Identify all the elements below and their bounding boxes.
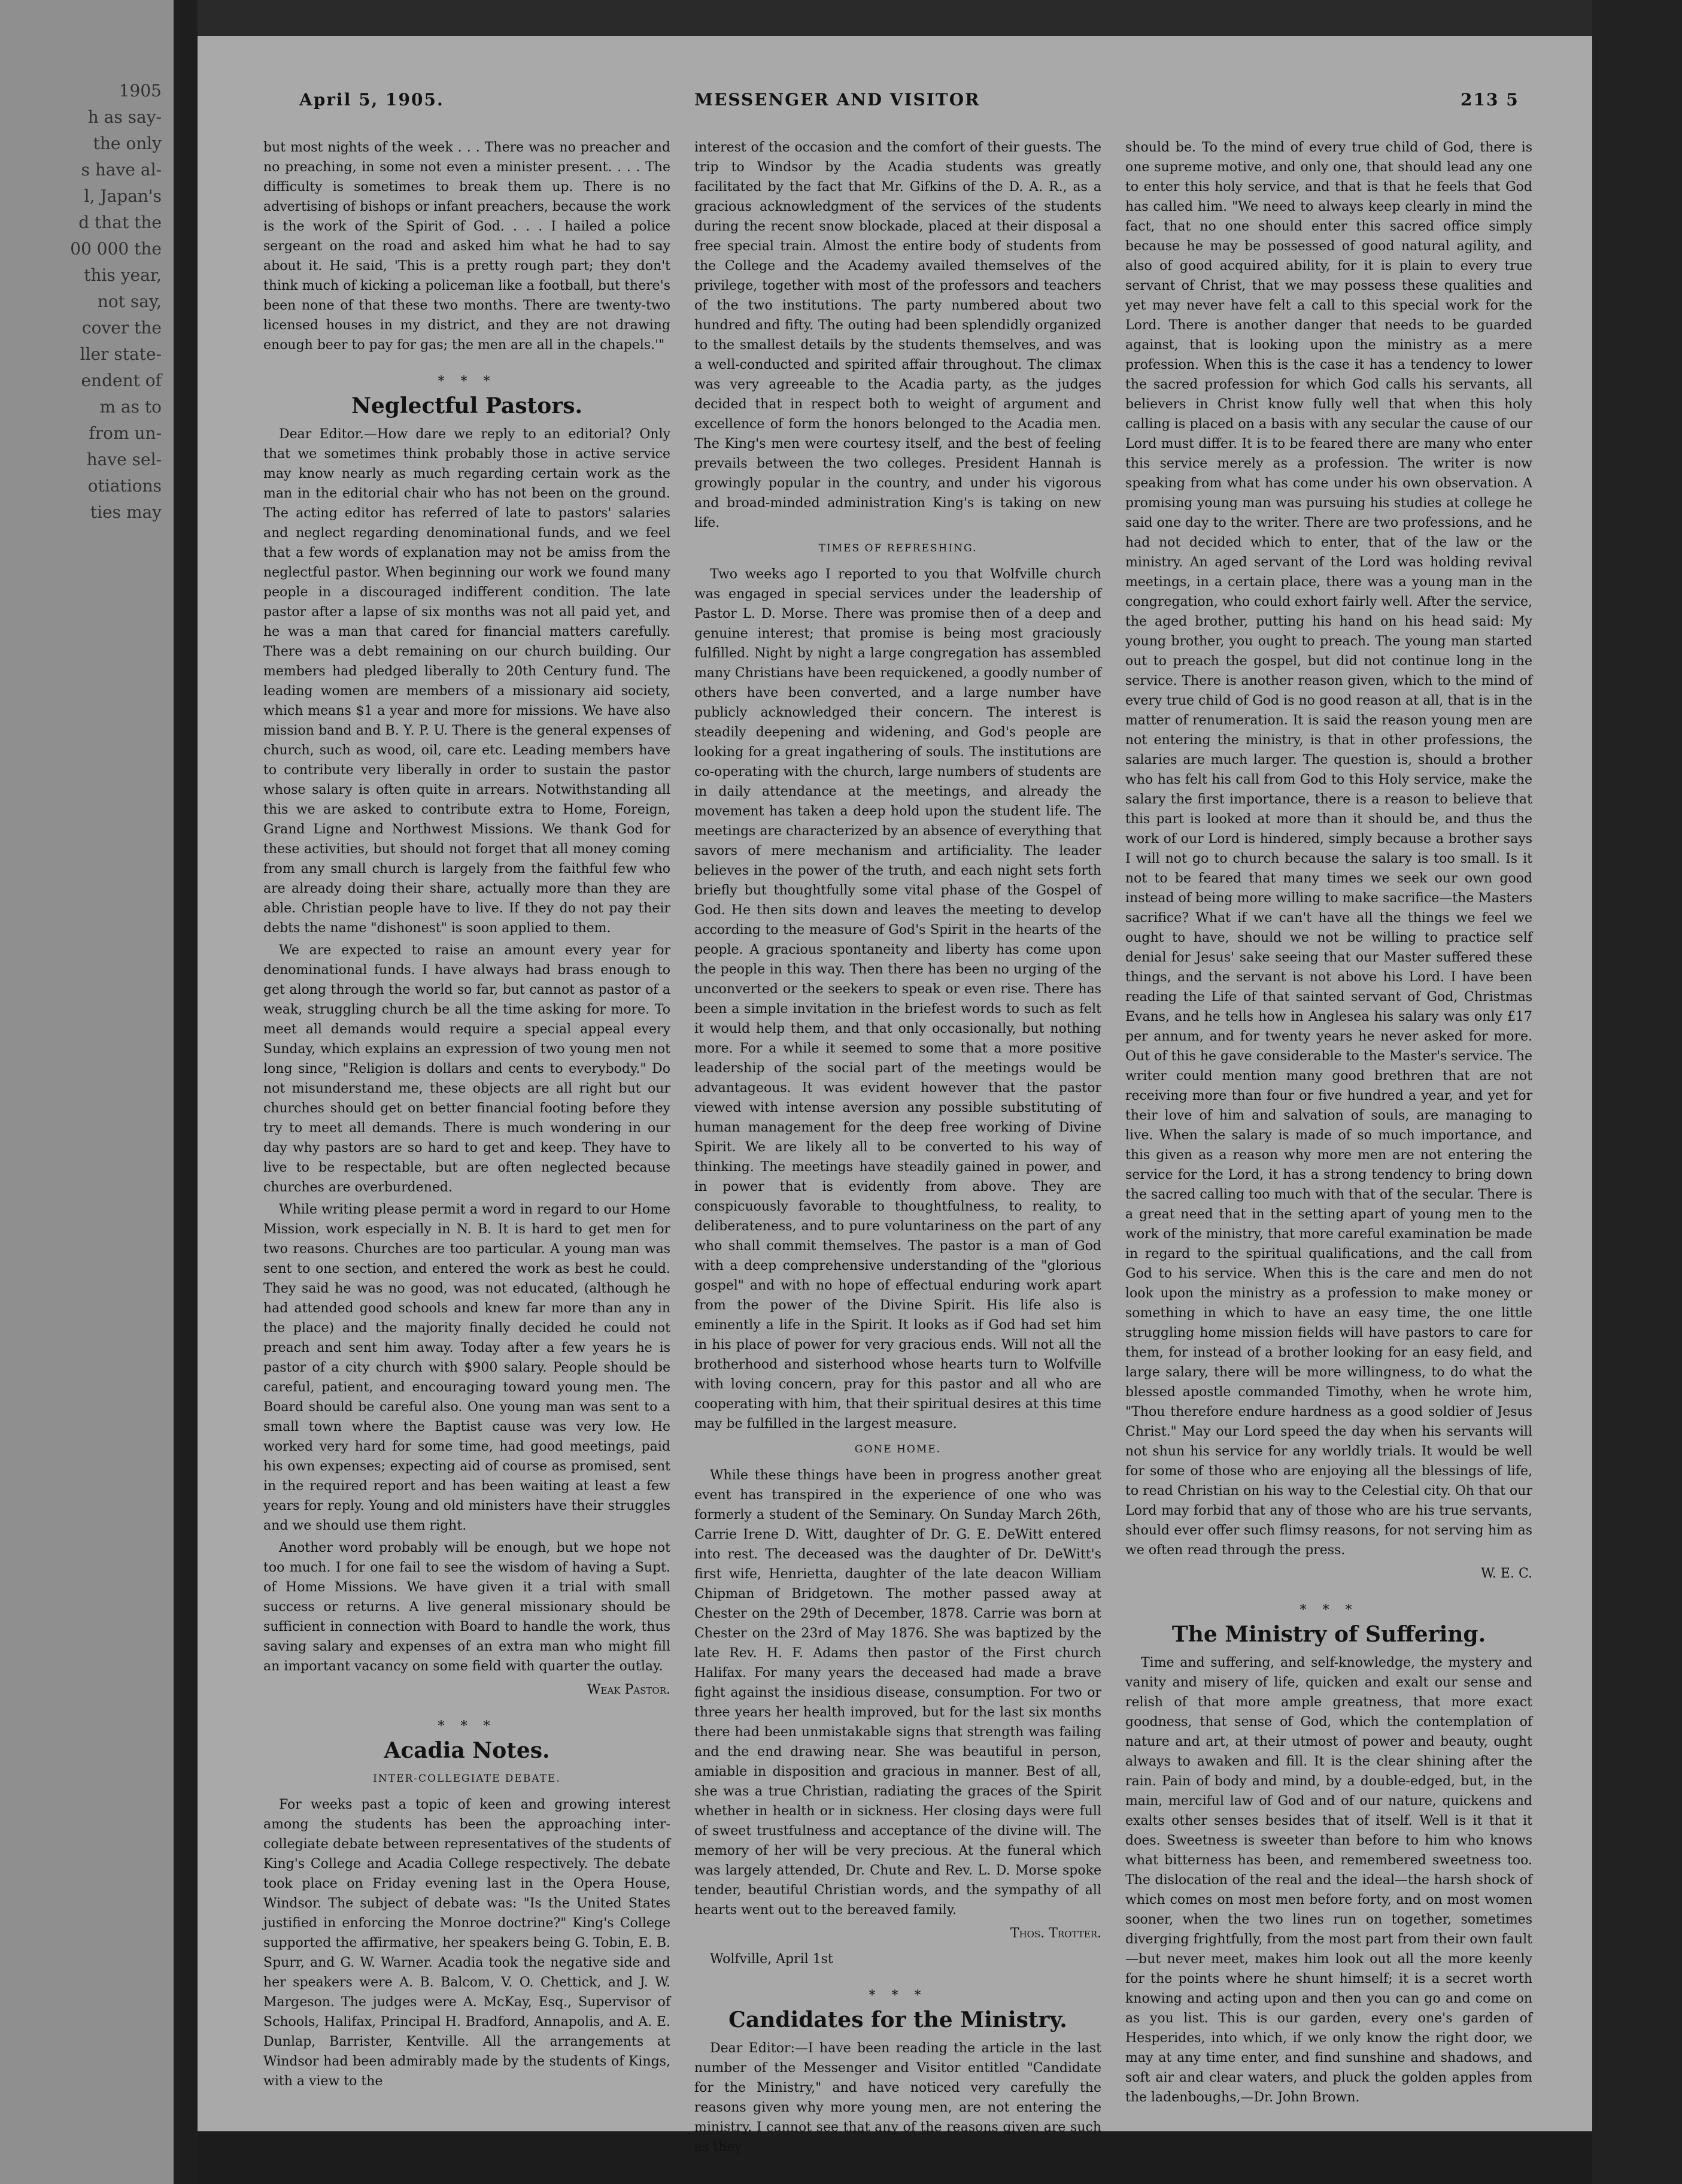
col2-paragraph: interest of the occasion and the comfort of their guests. The trip to Windsor by the Acadia students was greatly facilitated by the fact that Mr. Gifkins of the D. A. R., as a gracious acknowledgment of the services of the students during the recent snow blockade, placed at their disposal a free special train. Almost the entire body of students from the College and the Academy availed themselves of the privilege, together with most of the professors and teachers of the two institutions. The party numbered about two hundred and fifty. The outing had been splendidly organized to the smallest details by the students themselves, and was a well-conducted and spirited affair throughout. The climax was very agreeable to the Acadia party, as the judges decided that in respect both to weight of argument and excellence of form the honors belonged to the Acadia men. The King's men were courtesy itself, and the best of feeling prevails between the two colleges. President Hannah is growingly popular in the country, and under his vigorous and broad-minded administration King's is taking on new life. <box>694 140 1101 530</box>
col1-stars-2: * * * <box>438 1719 496 1734</box>
facing-page-text <box>0 0 174 526</box>
facing-page-fragment: endent of <box>81 371 162 390</box>
facing-page-fragment: d that the <box>78 213 162 232</box>
binding-gutter <box>174 0 198 2184</box>
col1-intro: but most nights of the week . . . There was no preacher and no preaching, in some not even a minister present. . . . The difficulty is sometimes to break them up. There is no advertising of bishops or infant preachers, because the work is the work of the Spirit of God. . . . I hailed a police sergeant on the road and asked him what he had to say about it. He said, 'This is a pretty rough part; they don't think much of kicking a policeman like a football, but there's been none of that these two months. There are twenty-two licensed houses in my district, and they are not drawing enough beer to pay for gas; the men are all in the chapels.'" <box>263 140 670 353</box>
column-2 <box>694 138 1101 2155</box>
facing-page-fragment: from un- <box>89 423 162 443</box>
col2-stars: * * * <box>869 1988 927 2003</box>
col3-stars: * * * <box>1300 1603 1358 1618</box>
page-header <box>198 90 1592 126</box>
facing-page-fragment: this year, <box>84 265 162 285</box>
col1-paragraph: While writing please permit a word in regard to our Home Mission, work especially in N. B. It is hard to get men for two reasons. Churches are too particular. A young man was sent to one section, and entered the work as best he could. They said he was no good, was not educated, (although he had attended good schools and knew far more than any in the place) and the majority finally decided he could not preach and sent him away. Today after a few years he is pastor of a city church with $900 salary. People should be careful, patient, and encouraging toward young men. The Board should be careful also. One young man was sent to a small town where the Baptist cause was very low. He worked very hard for some time, had good meetings, paid his own expenses; expecting aid of course as promised, sent in the required report and has been waiting at least a few years for reply. Young and old ministers have their struggles and we should use them right. <box>263 1202 670 1533</box>
column-1 <box>263 138 670 2089</box>
facing-page-fragment: 00 000 the <box>70 239 162 259</box>
newspaper-page <box>198 36 1592 2155</box>
col2-paragraph: Dear Editor:—I have been reading the article in the last number of the Messenger and Visitor entitled "Candidate for the Ministry," and have noticed very carefully the reasons given why more young men, are not entering the ministry. I cannot see that any of the reasons given are such as they <box>694 2041 1101 2155</box>
scan-border-right <box>1592 0 1682 2184</box>
facing-page-fragment: 1905 <box>119 81 162 101</box>
col2-paragraph: While these things have been in progress another great event has transpired in the experience of one who was formerly a student of the Seminary. On Sunday March 26th, Carrie Irene D. Witt, daughter of Dr. G. E. DeWitt entered into rest. The deceased was the daughter of Dr. DeWitt's first wife, Henrietta, daughter of the late deacon William Chipman of Bridgetown. The mother passed away at Chester on the 29th of December, 1878. Carrie was born at Chester on the 23rd of May 1876. She was baptized by the late Rev. H. F. Adams then pastor of the First church Halifax. For many years the deceased had made a brave fight against the insidious disease, consumption. For two or three years her health improved, but for the last six months there had been unmistakable signs that strength was failing and the end drawing near. She was beautiful in person, amiable in disposition and gracious in manner. Best of all, she was a true Christian, radiating the graces of the Spirit whether in health or in sickness. Her closing days were full of sweet trustfulness and acceptance of the divine will. The memory of her will be very precious. At the funeral which was largely attended, Dr. Chute and Rev. L. D. Morse spoke tender, beautiful Christian words, and the sympathy of all hearts went out to the bereaved family. <box>694 1468 1101 1918</box>
header-date: April 5, 1905. <box>299 90 444 110</box>
heading-acadia-notes: Acadia Notes. <box>384 1738 550 1763</box>
col1-stars: * * * <box>438 374 496 389</box>
col3-paragraph: Time and suffering, and self-knowledge, the mystery and vanity and misery of life, quicken and exalt our sense and relish of that more ample greatness, that more exact goodness, that sense of God, which the contemplation of nature and art, at their utmost of power and beauty, ought always to awaken and fill. It is the clear shining after the rain. Pain of body and mind, by a double-edged, but, in the main, merciful law of God and of our nature, quickens and exalts other senses besides that of itself. Well is it that it does. Sweetness is sweeter than before to him who knows what bitterness has been, and remembered sweetness too. The dislocation of the real and the ideal—the harsh shock of which comes on most men before forty, and on most women sooner, when the two lines run on together, sometimes diverging frightfully, from the most part from their own fault—but never meet, makes him look out all the more keenly for the points where he shunt himself; it is a secret worth knowing and acting upon and then you can go and come on as you list. This is our garden, every one's garden of Hesperides, into which, if we only know the right door, we may at any time enter, and find sunshine and shadows, and soft air and clear waters, and pluck the golden apples from the ladenboughs,—Dr. John Brown. <box>1125 1655 1532 2105</box>
facing-page-fragment: otiations <box>87 476 162 496</box>
subheading-gone-home: GONE HOME. <box>854 1443 942 1455</box>
facing-page-fragment: ties may <box>90 502 162 522</box>
col1-paragraph: Dear Editor.—How dare we reply to an editorial? Only that we sometimes think probably those in active service may know nearly as much regarding certain work as the man in the editorial chair who has not been on the ground. The acting editor has referred of late to pastors' salaries and neglect regarding denominational funds, and we feel that a few words of explanation may not be amiss from the neglectful pastor. When beginning our work we found many people in a discouraged indifferent condition. The late pastor after a lapse of six months was not all paid yet, and he was a man that cared for financial matters carefully. There was a debt remaining on our church building. Our members had pledged liberally to 20th Century fund. The leading women are members of a missionary aid society, which means $1 a year and more for missions. We have also mission band and B. Y. P. U. There is the general expenses of church, such as wood, oil, care etc. Leading members have to contribute very liberally in order to sustain the pastor whose salary is often quite in arrears. Notwithstanding all this we are asked to contribute extra to Home, Foreign, Grand Ligne and Northwest Missions. We thank God for these activities, but should not forget that all money coming from any small church is largely from the faithful few who are already doing their share, actually more than they are able. Christian people have to live. If they do not pay their debts the name "dishonest" is soon applied to them. <box>263 427 670 936</box>
signature-weak-pastor: Weak Pastor. <box>587 1682 670 1697</box>
facing-page-fragment: m as to <box>99 397 162 417</box>
col3-paragraph: should be. To the mind of every true child of God, there is one supreme motive, and only one, that should lead any one to enter this holy service, and that is that he feels that God has called him. "We need to always keep clearly in mind the fact, that no one should enter this sacred office simply because he may be possessed of good natural agility, and also of good acquired ability, for it is plain to every true servant of Christ, that we may possess these qualities and yet may never have felt a call to this special work for the Lord. There is another danger that needs to be guarded against, that is looking upon the ministry as a mere profession. When this is the case it has a tendency to lower the sacred profession for which God calls his servants, all believers in Christ know fully well that when this holy calling is placed on a basis with any secular the cause of our Lord must differ. It is to be feared there are many who enter this service merely as a profession. The writer is now speaking from what has come under his own observation. A promising young man was pursuing his studies at college he said one day to the writer. There are two professions, and he had not decided which to enter, that of the law or the ministry. An aged servant of the Lord was holding revival meetings, in a certain place, there was a young man in the congregation, who could exhort fairly well. After the service, the aged brother, putting his hand on his head said: My young brother, you ought to preach. The young man started out to preach the gospel, but did not continue long in the service. There is another reason given, which to the mind of every true child of God is no good reason at all, that is in the matter of renumeration. It is said the reason young men are not entering the ministry, is that in other professions, the salaries are much larger. The question is, should a brother who has felt his call from God to this Holy service, make the salary the first importance, there is a reason to believe that this part is looked at more than it should be, and thus the work of our Lord is hindered, simply because a brother says I will not go to church because the salary is too small. Is it not to be feared that many times we seek our own good instead of being more willing to make sacrifice—the Masters sacrifice? What if we can't have all the things we feel we ought to have, should we not be willing to practice self denial for Jesus' sake seeing that our Master suffered these things, and the servant is not above his Lord. I have been reading the Life of that sainted servant of God, Christmas Evans, and he tells how in Anglesea his salary was only £17 per annum, and for twenty years he never asked for more. Out of this he gave considerable to the Master's service. The writer could mention many good brethren that are not receiving more than four or five hundred a year, and yet for their love of him and salvation of souls, are managing to live. When the salary is made of so much importance, and this given as a reason why more men are not entering the service for the Lord, it has a strong tendency to bring down the sacred calling too much with that of the secular. There is a great need that in the setting apart of young men to the work of the ministry, that more careful examination be made in regard to the spiritual qualifications, and the call from God to his service. When this is the care and men do not look upon the ministry as a profession to make money or something in which to have an easy time, the one little struggling home mission fields will have pastors to care for them, for instead of a brother looking for an easy field, and large salary, there will be more willingness, to do what the blessed apostle commanded Timothy, when he wrote him, "Thou therefore endure hardness as a good soldier of Jesus Christ." May our Lord speed the day when his servants will not shun his service for any worldly trials. It would be well for some of those who are enjoying all the blessings of life, to read Christian on his way to the Celestial city. Oh that our Lord may forbid that any of those who are his true servants, should ever offer such flimsy reasons, for not serving him as we often read through the press. <box>1125 140 1532 1558</box>
signature-wec: W. E. C. <box>1481 1566 1532 1581</box>
facing-page-fragment: have sel- <box>86 450 162 469</box>
facing-page-edge <box>0 0 174 2184</box>
subheading-times-of-refreshing: TIMES OF REFRESHING. <box>818 542 977 554</box>
facing-page-fragment: h as say- <box>87 107 162 127</box>
heading-neglectful-pastors: Neglectful Pastors. <box>351 393 583 418</box>
header-page-number: 213 5 <box>1461 90 1519 110</box>
facing-page-fragment: s have al- <box>81 160 162 180</box>
heading-candidates-for-the-ministry: Candidates for the Ministry. <box>728 2007 1067 2033</box>
column-3 <box>1125 138 1532 2105</box>
col2-paragraph: Two weeks ago I reported to you that Wolfville church was engaged in special services under the leadership of Pastor L. D. Morse. There was promise then of a deep and genuine interest; that promise is being most graciously fulfilled. Night by night a large congregation has assembled many Christians have been requickened, a goodly number of others have been converted, and a large number have publicly acknowledged their concern. The interest is steadily deepening and widening, and God's people are looking for a great ingathering of souls. The institutions are co-operating with the church, large numbers of students are in daily attendance at the meetings, and already the movement has taken a deep hold upon the student life. The meetings are characterized by an absence of everything that savors of mere mechanism and artificiality. The leader believes in the power of the truth, and each night sets forth briefly but thoughtfully some vital phase of the Gospel of God. He then sits down and leaves the meeting to develop according to the measure of God's Spirit in the hearts of the people. A gracious spontaneity and liberty has come upon the people in this way. Then there has been no urging of the unconverted or the seekers to speak or even rise. There has been a simple invitation in the briefest words to such as felt it would help them, and that only occasionally, but nothing more. For a while it seemed to some that a more positive leadership of the social part of the meetings would be advantageous. It was evident however that the pastor viewed with intense aversion any possible substituting of human management for the deep free working of Divine Spirit. We are likely all to be converted to his way of thinking. The meetings have steadily gained in power, and in power that is evidently from above. They are conspicuously favorable to thoughtfulness, to reality, to deliberateness, and to pure voluntariness on the part of any who shall commit themselves. The pastor is a man of God with a deep comprehensive understanding of the "glorious gospel" and with no hope of effectual enduring work apart from the power of the Divine Spirit. His life also is eminently a life in the Spirit. It looks as if God had set him in his place of power for very gracious ends. Will not all the brotherhood and sisterhood whose hearts turn to Wolfville with loving concern, pray for this pastor and all who are cooperating with him, that their spiritual desires at this time may be fulfilled in the largest measure. <box>694 567 1101 1431</box>
heading-ministry-of-suffering: The Ministry of Suffering. <box>1171 1622 1486 1647</box>
facing-page-fragment: cover the <box>81 318 162 338</box>
facing-page-fragment: not say, <box>97 292 162 311</box>
facing-page-fragment: l, Japan's <box>84 186 162 206</box>
header-title: MESSENGER AND VISITOR <box>694 90 980 110</box>
col1-paragraph: We are expected to raise an amount every year for denominational funds. I have always had brass enough to get along through the world so far, but cannot as pastor of a weak, struggling church be all the time asking for more. To meet all demands would require a special appeal every Sunday, which explains an expression of two young men not long since, "Religion is dollars and cents to everybody." Do not misunderstand me, these objects are all right but our churches should get on better financial footing before they try to meet all demands. There is much wondering in our day why pastors are so hard to get and keep. They have to live to be respectable, but are often neglected because churches are overburdened. <box>263 943 670 1195</box>
dateline-wolfville: Wolfville, April 1st <box>710 1952 833 1967</box>
facing-page-fragment: the only <box>93 134 162 153</box>
col1-paragraph: For weeks past a topic of keen and growing interest among the students has been the approaching inter-collegiate debate between representatives of the students of King's College and Acadia College respectively. The debate took place on Friday evening last in the Opera House, Windsor. The subject of debate was: "Is the United States justified in enforcing the Monroe doctrine?" King's College supported the affirmative, her speakers being G. Tobin, E. B. Spurr, and G. W. Warner. Acadia took the negative side and her speakers were A. B. Balcom, V. O. Chettick, and J. W. Margeson. The judges were A. McKay, Esq., Supervisor of Schools, Halifax, Principal H. Bradford, Annapolis, and A. E. Dunlap, Barrister, Kentville. All the arrangements at Windsor had been admirably made by the students of Kings, with a view to the <box>263 1797 670 2089</box>
facing-page-fragment: ller state- <box>80 344 162 364</box>
signature-thos-trotter: Thos. Trotter. <box>1010 1926 1101 1941</box>
col1-paragraph: Another word probably will be enough, but we hope not too much. I for one fail to see the wisdom of having a Supt. of Home Missions. We have given it a trial with small success or returns. A live general missionary should be sufficient in connection with Board to handle the work, thus saving salary and expenses of an extra man who might fill an important vacancy on some field with quarter the outlay. <box>263 1540 670 1674</box>
subheading-inter-collegiate-debate: INTER-COLLEGIATE DEBATE. <box>373 1773 561 1785</box>
